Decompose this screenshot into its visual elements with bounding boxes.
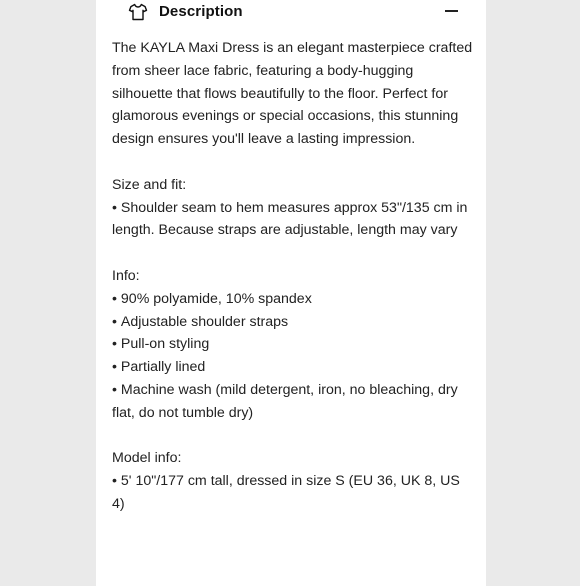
info-heading: Info: bbox=[112, 267, 140, 284]
description-body bbox=[112, 37, 474, 516]
description-intro: The KAYLA Maxi Dress is an elegant masterpiece crafted from sheer lace fabric, featuring a body-hugging silhouette that flows beautifully to the floor. Perfect for glamorous evenings or special occasions, this stunning design ensures you'll leave a lasting impression. bbox=[112, 40, 473, 148]
description-header[interactable] bbox=[112, 0, 470, 26]
list-item: • 5' 10"/177 cm tall, dressed in size S (EU 36, UK 8, US 4) bbox=[112, 470, 474, 516]
section-title: Description bbox=[159, 3, 243, 20]
list-item: • Shoulder seam to hem measures approx 53"/135 cm in length. Because straps are adjustable, length may vary bbox=[112, 197, 474, 243]
description-panel bbox=[96, 0, 486, 586]
size-fit-heading: Size and fit: bbox=[112, 176, 187, 193]
model-info-heading: Model info: bbox=[112, 450, 182, 467]
tshirt-icon bbox=[128, 2, 148, 22]
list-item: • Machine wash (mild detergent, iron, no bleaching, dry flat, do not tumble dry) bbox=[112, 379, 474, 425]
list-item: • Partially lined bbox=[112, 356, 474, 379]
list-item: • Adjustable shoulder straps bbox=[112, 311, 474, 334]
list-item: • Pull-on styling bbox=[112, 333, 474, 356]
minus-icon[interactable] bbox=[445, 10, 458, 12]
list-item: • 90% polyamide, 10% spandex bbox=[112, 288, 474, 311]
